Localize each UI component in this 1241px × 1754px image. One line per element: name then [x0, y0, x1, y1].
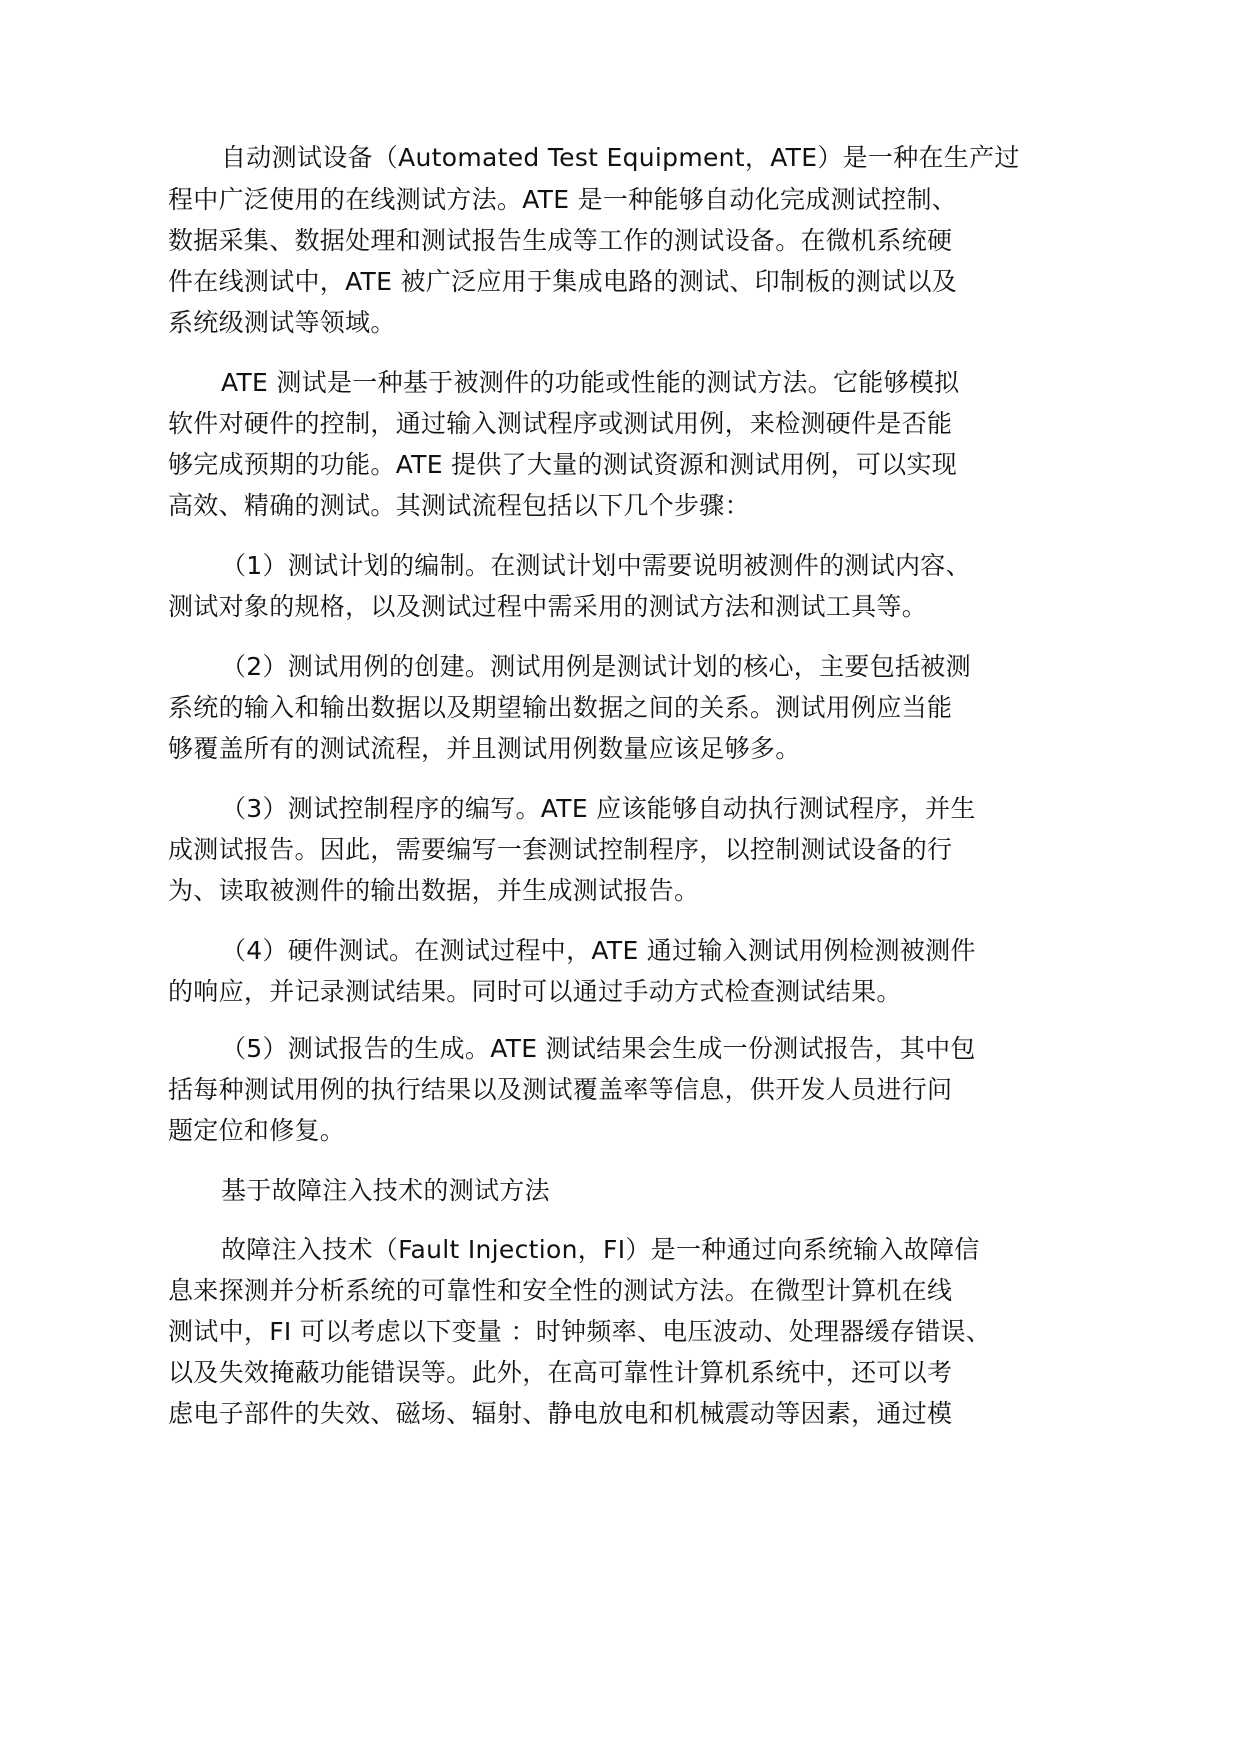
- text-line: 够完成预期的功能。ATE 提供了大量的测试资源和测试用例，可以实现: [168, 450, 958, 479]
- text-line: 系统的输入和输出数据以及期望输出数据之间的关系。测试用例应当能: [168, 693, 953, 722]
- text-line: 题定位和修复。: [168, 1116, 346, 1145]
- text-line: 件在线测试中，ATE 被广泛应用于集成电路的测试、印制板的测试以及: [168, 267, 958, 296]
- text-line: 测试对象的规格，以及测试过程中需采用的测试方法和测试工具等。: [168, 592, 928, 621]
- text-line: 成测试报告。因此，需要编写一套测试控制程序，以控制测试设备的行: [168, 835, 953, 864]
- text-line: 以及失效掩蔽功能错误等。此外，在高可靠性计算机系统中，还可以考: [168, 1358, 953, 1387]
- text-line: （1）测试计划的编制。在测试计划中需要说明被测件的测试内容、: [221, 551, 971, 580]
- text-line: 为、读取被测件的输出数据，并生成测试报告。: [168, 876, 700, 905]
- text-line: 够覆盖所有的测试流程，并且测试用例数量应该足够多。: [168, 734, 801, 763]
- text-line: ATE 测试是一种基于被测件的功能或性能的测试方法。它能够模拟: [221, 368, 960, 397]
- text-line: 息来探测并分析系统的可靠性和安全性的测试方法。在微型计算机在线: [168, 1276, 953, 1305]
- text-line: 高效、精确的测试。其测试流程包括以下几个步骤：: [168, 491, 750, 520]
- text-line: 的响应，并记录测试结果。同时可以通过手动方式检查测试结果。: [168, 977, 902, 1006]
- text-line: （4）硬件测试。在测试过程中，ATE 通过输入测试用例检测被测件: [221, 936, 976, 965]
- text-line: 故障注入技术（Fault Injection，FI）是一种通过向系统输入故障信: [221, 1235, 980, 1264]
- text-line: 程中广泛使用的在线测试方法。ATE 是一种能够自动化完成测试控制、: [168, 185, 958, 214]
- text-line: （2）测试用例的创建。测试用例是测试计划的核心，主要包括被测: [221, 652, 971, 681]
- section-heading-text: 基于故障注入技术的测试方法: [221, 1176, 550, 1205]
- text-line: 软件对硬件的控制，通过输入测试程序或测试用例，来检测硬件是否能: [168, 409, 953, 438]
- text-line: （5）测试报告的生成。ATE 测试结果会生成一份测试报告，其中包: [221, 1034, 976, 1063]
- text-line: 数据采集、数据处理和测试报告生成等工作的测试设备。在微机系统硬: [168, 226, 953, 255]
- text-line: 括每种测试用例的执行结果以及测试覆盖率等信息，供开发人员进行问: [168, 1075, 953, 1104]
- text-line: 系统级测试等领域。: [168, 308, 396, 337]
- text-line: 自动测试设备（Automated Test Equipment，ATE）是一种在生产过: [221, 143, 1020, 172]
- text-line: 测试中，FI 可以考虑以下变量 ：时钟频率、电压波动、处理器缓存错误、: [168, 1317, 992, 1346]
- text-line: （3）测试控制程序的编写。ATE 应该能够自动执行测试程序，并生: [221, 794, 976, 823]
- text-line: 虑电子部件的失效、磁场、辐射、静电放电和机械震动等因素，通过模: [168, 1399, 953, 1428]
